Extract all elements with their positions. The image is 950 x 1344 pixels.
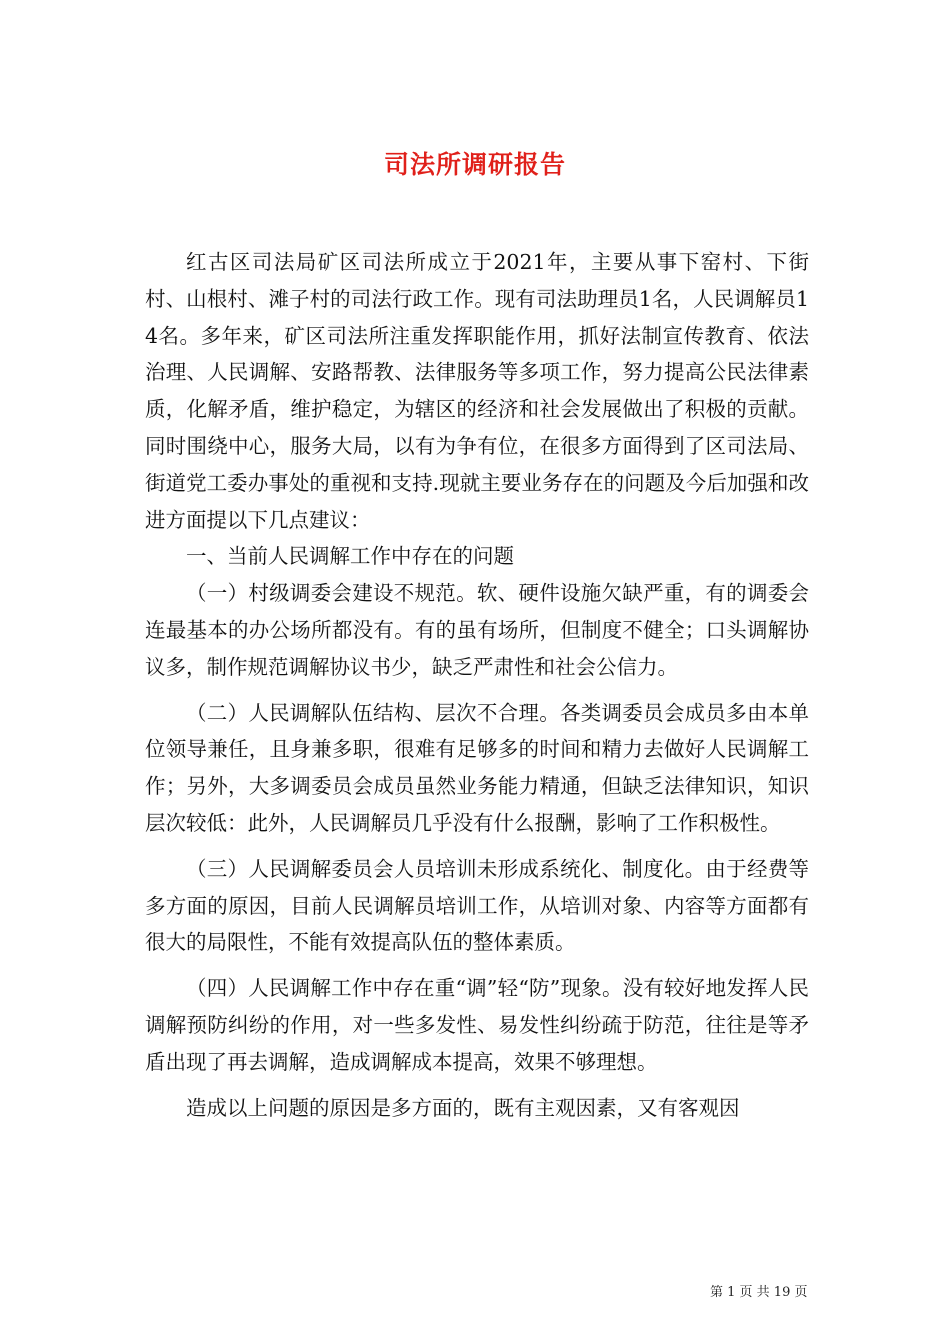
page-number-footer: 第 1 页 共 19 页	[710, 1285, 808, 1300]
document-body	[145, 244, 809, 1126]
problem-paragraph-1: （一）村级调委会建设不规范。软、硬件设施欠缺严重，有的调委会连最基本的办公场所都没有。有的虽有场所，但制度不健全；口头调解协议多，制作规范调解协议书少，缺乏严肃性和社会公信力。	[145, 581, 809, 679]
intro-paragraph: 红古区司法局矿区司法所成立于2021年，主要从事下窑村、下街村、山根村、滩子村的司法行政工作。现有司法助理员1名，人民调解员14名。多年来，矿区司法所注重发挥职能作用，抓好法制宣传教育、依法治理、人民调解、安路帮教、法律服务等多项工作，努力提高公民法律素质，化解矛盾，维护稳定，为辖区的经济和社会发展做出了积极的贡献。同时围绕中心，服务大局，以有为争有位，在很多方面得到了区司法局、街道党工委办事处的重视和支持.现就主要业务存在的问题及今后加强和改进方面提以下几点建议：	[145, 250, 809, 532]
document-title: 司法所调研报告	[383, 149, 566, 179]
section-heading-problems: 一、当前人民调解工作中存在的问题	[186, 544, 514, 569]
cause-paragraph: 造成以上问题的原因是多方面的，既有主观因素，又有客观因	[186, 1095, 740, 1120]
problem-paragraph-2: （二）人民调解队伍结构、层次不合理。各类调委员会成员多由本单位领导兼任，且身兼多职，很难有足够多的时间和精力去做好人民调解工作；另外，大多调委员会成员虽然业务能力精通，但缺乏法律知识，知识层次较低：此外，人民调解员几乎没有什么报酬，影响了工作积极性。	[145, 700, 809, 835]
problem-paragraph-4: （四）人民调解工作中存在重“调”轻“防”现象。没有较好地发挥人民调解预防纠纷的作用，对一些多发性、易发性纠纷疏于防范，往往是等矛盾出现了再去调解，造成调解成本提高，效果不够理想。	[145, 976, 809, 1074]
problem-paragraph-3: （三）人民调解委员会人员培训未形成系统化、制度化。由于经费等多方面的原因，目前人民调解员培训工作，从培训对象、内容等方面都有很大的局限性，不能有效提高队伍的整体素质。	[145, 856, 809, 955]
